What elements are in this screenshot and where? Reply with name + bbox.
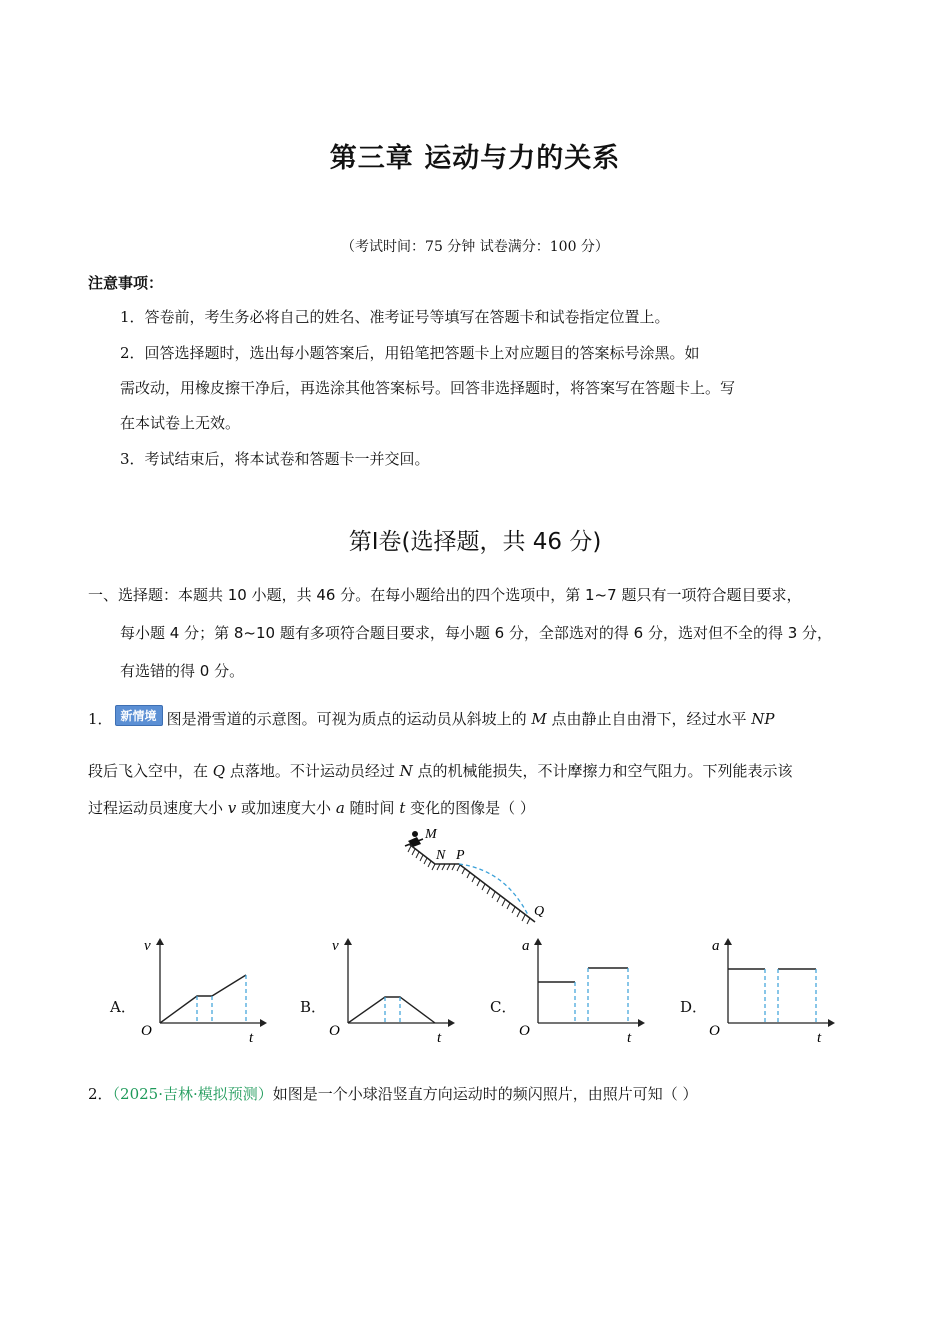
var-N: N — [399, 762, 413, 780]
skier-icon — [405, 831, 423, 847]
question-source: （2025·吉林·模拟预测） — [112, 1085, 273, 1103]
new-context-badge: 新情境 — [115, 705, 163, 726]
origin-label: O — [141, 1023, 152, 1039]
label-N: N — [436, 848, 446, 863]
part-one-instructions: 每小题 4 分；第 8~10 题有多项符合题目要求，每小题 6 分，全部选对的得 6 分，选对但不全的得 3 分， — [120, 624, 833, 642]
notice-item: 2．回答选择题时，选出每小题答案后，用铅笔把答题卡上对应题目的答案标号涂黑。如 — [120, 344, 700, 362]
question-text: 过程运动员速度大小 — [88, 799, 228, 817]
ski-slope-figure — [395, 822, 555, 932]
option-A-graph — [135, 935, 270, 1050]
axis-label-v: v — [332, 938, 339, 954]
label-P: P — [456, 848, 465, 863]
question-2-line — [88, 1083, 698, 1104]
question-number: 1． — [88, 710, 113, 728]
question-text: 如图是一个小球沿竖直方向运动时的频闪照片，由照片可知（ ） — [272, 1085, 698, 1103]
origin-label: O — [709, 1023, 720, 1039]
slope-surface — [408, 844, 535, 924]
origin-label: O — [519, 1023, 530, 1039]
axis-label-t: t — [437, 1030, 442, 1046]
question-number: 2． — [88, 1085, 113, 1103]
option-C-graph — [513, 935, 648, 1050]
label-M: M — [425, 827, 437, 842]
option-D-graph — [703, 935, 838, 1050]
question-text: 段后飞入空中，在 — [88, 762, 213, 780]
question-text: 点由静止自由滑下，经过水平 — [546, 710, 752, 728]
option-A-label: A． — [110, 998, 136, 1016]
notice-item: 3．考试结束后，将本试卷和答题卡一并交回。 — [120, 450, 430, 468]
option-B-graph — [323, 935, 458, 1050]
option-C-label: C． — [490, 998, 517, 1016]
option-B-label: B． — [300, 998, 327, 1016]
section-title: 第Ⅰ卷(选择题，共 46 分) — [348, 529, 602, 555]
question-text: 或加速度大小 — [236, 799, 336, 817]
page-title: 第三章 运动与力的关系 — [329, 143, 621, 174]
question-text: 点落地。不计运动员经过 — [225, 762, 400, 780]
origin-label: O — [329, 1023, 340, 1039]
option-D-label: D． — [680, 998, 708, 1016]
axis-label-v: v — [144, 938, 151, 954]
axis-label-t: t — [249, 1030, 254, 1046]
exam-info: （考试时间：75 分钟 试卷满分：100 分） — [341, 239, 609, 255]
var-t: t — [399, 799, 406, 817]
axis-label-t: t — [627, 1030, 632, 1046]
notice-item: 需改动，用橡皮擦干净后，再选涂其他答案标号。回答非选择题时，将答案写在答题卡上。写 — [120, 379, 736, 397]
axis-label-a: a — [712, 938, 720, 954]
question-text: 点的机械能损失，不计摩擦力和空气阻力。下列能表示该 — [412, 762, 793, 780]
var-a: a — [335, 799, 345, 817]
var-Q: Q — [212, 762, 226, 780]
var-M: M — [531, 710, 547, 728]
question-1-line — [88, 708, 774, 730]
notice-item: 1．答卷前，考生务必将自己的姓名、准考证号等填写在答题卡和试卷指定位置上。 — [120, 308, 670, 326]
notice-item: 在本试卷上无效。 — [120, 414, 241, 432]
question-text: 变化的图像是（ ） — [405, 799, 535, 817]
question-text: 图是滑雪道的示意图。可视为质点的运动员从斜坡上的 — [166, 710, 532, 728]
label-Q: Q — [534, 904, 545, 919]
notice-heading: 注意事项： — [88, 274, 164, 292]
axis-label-t: t — [817, 1030, 822, 1046]
var-v: v — [227, 799, 237, 817]
part-one-instructions: 一、选择题：本题共 10 小题，共 46 分。在每小题给出的四个选项中，第 1~7 题只有一项符合题目要求， — [88, 586, 802, 604]
var-NP: NP — [751, 710, 775, 728]
axis-label-a: a — [522, 938, 530, 954]
part-one-instructions: 有选错的得 0 分。 — [120, 662, 245, 680]
question-text: 随时间 — [344, 799, 400, 817]
question-1-line — [88, 797, 535, 818]
question-1-line — [88, 760, 793, 781]
